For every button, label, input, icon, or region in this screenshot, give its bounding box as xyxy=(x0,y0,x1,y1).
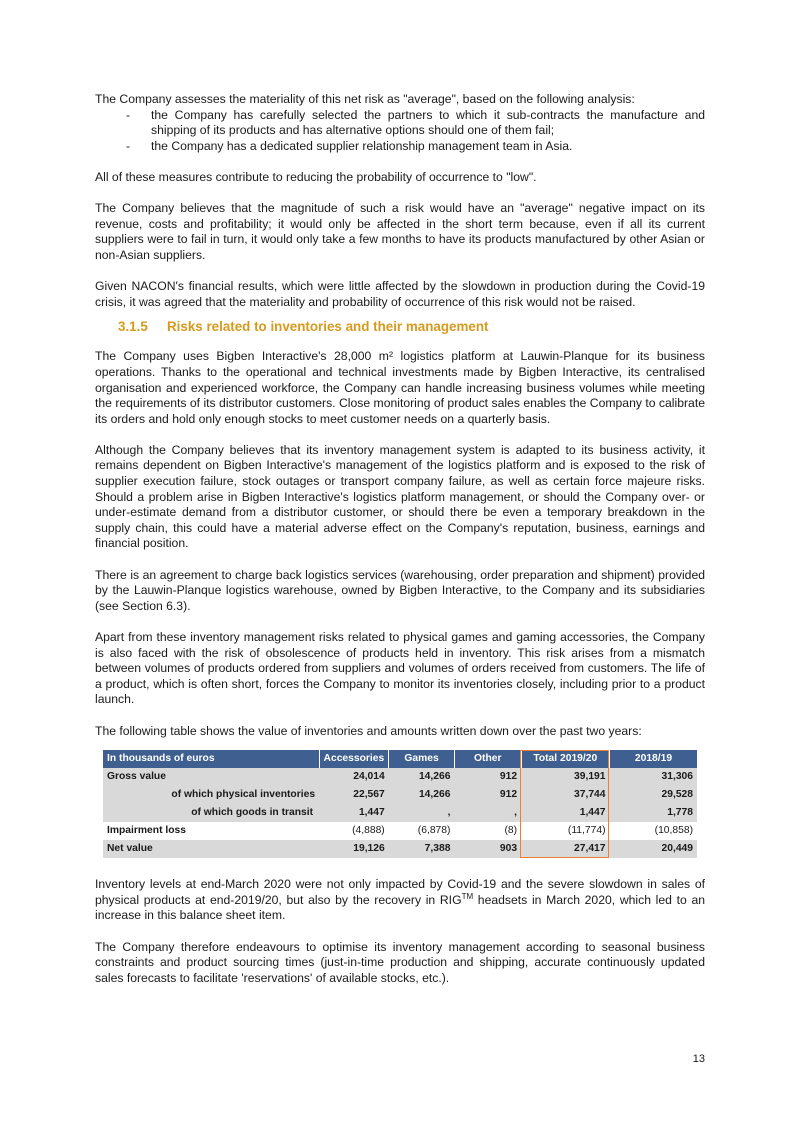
table-cell: , xyxy=(389,804,455,822)
table-cell: 29,528 xyxy=(610,786,698,804)
table-cell: 22,567 xyxy=(319,786,389,804)
row-label: of which goods in transit xyxy=(103,804,319,822)
table-cell: 14,266 xyxy=(389,768,455,786)
paragraph-magnitude: The Company believes that the magnitude of such a risk would have an "average" negative impact on its revenue, costs and profitability; it would only be affected in the short term because, even if all its current suppliers were to fail in turn, it would only take a few months to have its products manufactured by other Asian or non-Asian suppliers. xyxy=(95,201,705,262)
row-label: Net value xyxy=(103,840,319,858)
table-cell: 39,191 xyxy=(521,768,609,786)
paragraph-logistics-platform: The Company uses Bigben Interactive's 28,000 m² logistics platform at Lauwin-Planque for its business operations. Thanks to the operational and technical investments made by Bigben Interactive, its centralised organisation and experienced workforce, the Company can handle increasing business volumes while meeting the requirements of its distributor customers. Close monitoring of product sales enables the Company to calibrate its orders and hold only enough stocks to meet customer needs on a quarterly basis. xyxy=(95,349,705,426)
section-number: 3.1.5 xyxy=(118,319,148,335)
document-page xyxy=(95,92,705,1002)
table-cell: 31,306 xyxy=(610,768,698,786)
table-cell: , xyxy=(454,804,521,822)
table-cell: 912 xyxy=(454,786,521,804)
table-cell: (6,878) xyxy=(389,822,455,840)
paragraph-table-intro: The following table shows the value of inventories and amounts written down over the past two years: xyxy=(95,723,642,738)
table-cell: 1,778 xyxy=(610,804,698,822)
inventory-table xyxy=(103,750,697,858)
table-cell: 1,447 xyxy=(521,804,609,822)
header-cell: Total 2019/20 xyxy=(521,750,609,768)
paragraph-optimisation: The Company therefore endeavours to optimise its inventory management according to seasonal business constraints and product sourcing times (just-in-time production and shipping, accurate continuously updated sales forecasts to facilitate 'reservations' of available stocks, etc.). xyxy=(95,939,705,985)
table-cell: 24,014 xyxy=(319,768,389,786)
page-number: 13 xyxy=(692,1053,705,1065)
section-title: Risks related to inventories and their management xyxy=(167,319,489,335)
paragraph-probability: All of these measures contribute to reducing the probability of occurrence to "low". xyxy=(95,169,537,184)
paragraph-materiality-intro: The Company assesses the materiality of this net risk as "average", based on the following analysis: xyxy=(95,92,635,106)
table-row xyxy=(103,840,697,858)
table-cell: 20,449 xyxy=(610,840,698,858)
table-cell: 912 xyxy=(454,768,521,786)
table-row xyxy=(103,804,697,822)
analysis-bullet-list xyxy=(95,108,705,155)
inventory-table-container xyxy=(103,750,697,858)
table-cell: 1,447 xyxy=(319,804,389,822)
header-cell: 2018/19 xyxy=(610,750,698,768)
header-cell: Other xyxy=(454,750,521,768)
paragraph-charge-back: There is an agreement to charge back logistics services (warehousing, order preparation and shipment) provided by the Lauwin-Planque logistics warehouse, owned by Bigben Interactive, to the Company and its subsidiaries (see Section 6.3). xyxy=(95,567,705,613)
table-cell: 37,744 xyxy=(521,786,609,804)
table-header-row xyxy=(103,750,697,768)
table-cell: 19,126 xyxy=(319,840,389,858)
paragraph-nacon-results: Given NACON's financial results, which were little affected by the slowdown in production during the Covid-19 crisis, it was agreed that the materiality and probability of occurrence of this risk would not be raised. xyxy=(95,279,705,309)
table-cell: (10,858) xyxy=(610,822,698,840)
row-label: Gross value xyxy=(103,768,319,786)
paragraph-obsolescence: Apart from these inventory management risks related to physical games and gaming accessories, the Company is also faced with the risk of obsolescence of products held in inventory. This risk arises from a mismatch between volumes of products ordered from suppliers and volumes of orders received from customers. The life of a product, which is often short, forces the Company to monitor its inventories closely, including prior to a product launch. xyxy=(95,630,705,707)
table-row xyxy=(103,768,697,786)
header-cell: In thousands of euros xyxy=(103,750,319,768)
table-cell: 27,417 xyxy=(521,840,609,858)
section-heading xyxy=(118,318,705,336)
table-cell: 14,266 xyxy=(389,786,455,804)
paragraph-inventory-dependency: Although the Company believes that its inventory management system is adapted to its business activity, it remains dependent on Bigben Interactive's management of the logistics platform and is exposed to the risk of supplier execution failure, stock outages or transport company failure, as well as certain force majeure risks. Should a problem arise in Bigben Interactive's logistics platform management, or should the Company over- or under-estimate demand from a distributor customer, or should there be even a temporary breakdown in the supply chain, this could have a material adverse effect on the Company's reputation, business, earnings and financial position. xyxy=(95,442,705,551)
bullet-item: - the Company has a dedicated supplier relationship management team in Asia. xyxy=(95,139,705,155)
header-cell: Games xyxy=(389,750,455,768)
row-label: Impairment loss xyxy=(103,822,319,840)
bullet-item: - the Company has carefully selected the partners to which it sub-contracts the manufacture and shipping of its products and has alternative options should one of them fail; xyxy=(95,108,705,139)
table-cell: 7,388 xyxy=(389,840,455,858)
paragraph-inventory-levels xyxy=(95,877,705,924)
table-cell: (11,774) xyxy=(521,822,609,840)
table-cell: 903 xyxy=(454,840,521,858)
paragraph-text: Inventory levels at end-March 2020 were not only impacted by Covid-19 and the severe slowdown in sales of physical products at end-2019/20, but also by the recovery in RIG xyxy=(95,877,705,907)
table-cell: (8) xyxy=(454,822,521,840)
header-cell: Accessories xyxy=(319,750,389,768)
table-row xyxy=(103,786,697,804)
row-label: of which physical inventories xyxy=(103,786,319,804)
table-row xyxy=(103,822,697,840)
paragraph-text: headsets in March 2020, which led to an increase in this balance sheet item. xyxy=(95,892,705,923)
trademark-mark: TM xyxy=(461,891,474,901)
table-cell: (4,888) xyxy=(319,822,389,840)
